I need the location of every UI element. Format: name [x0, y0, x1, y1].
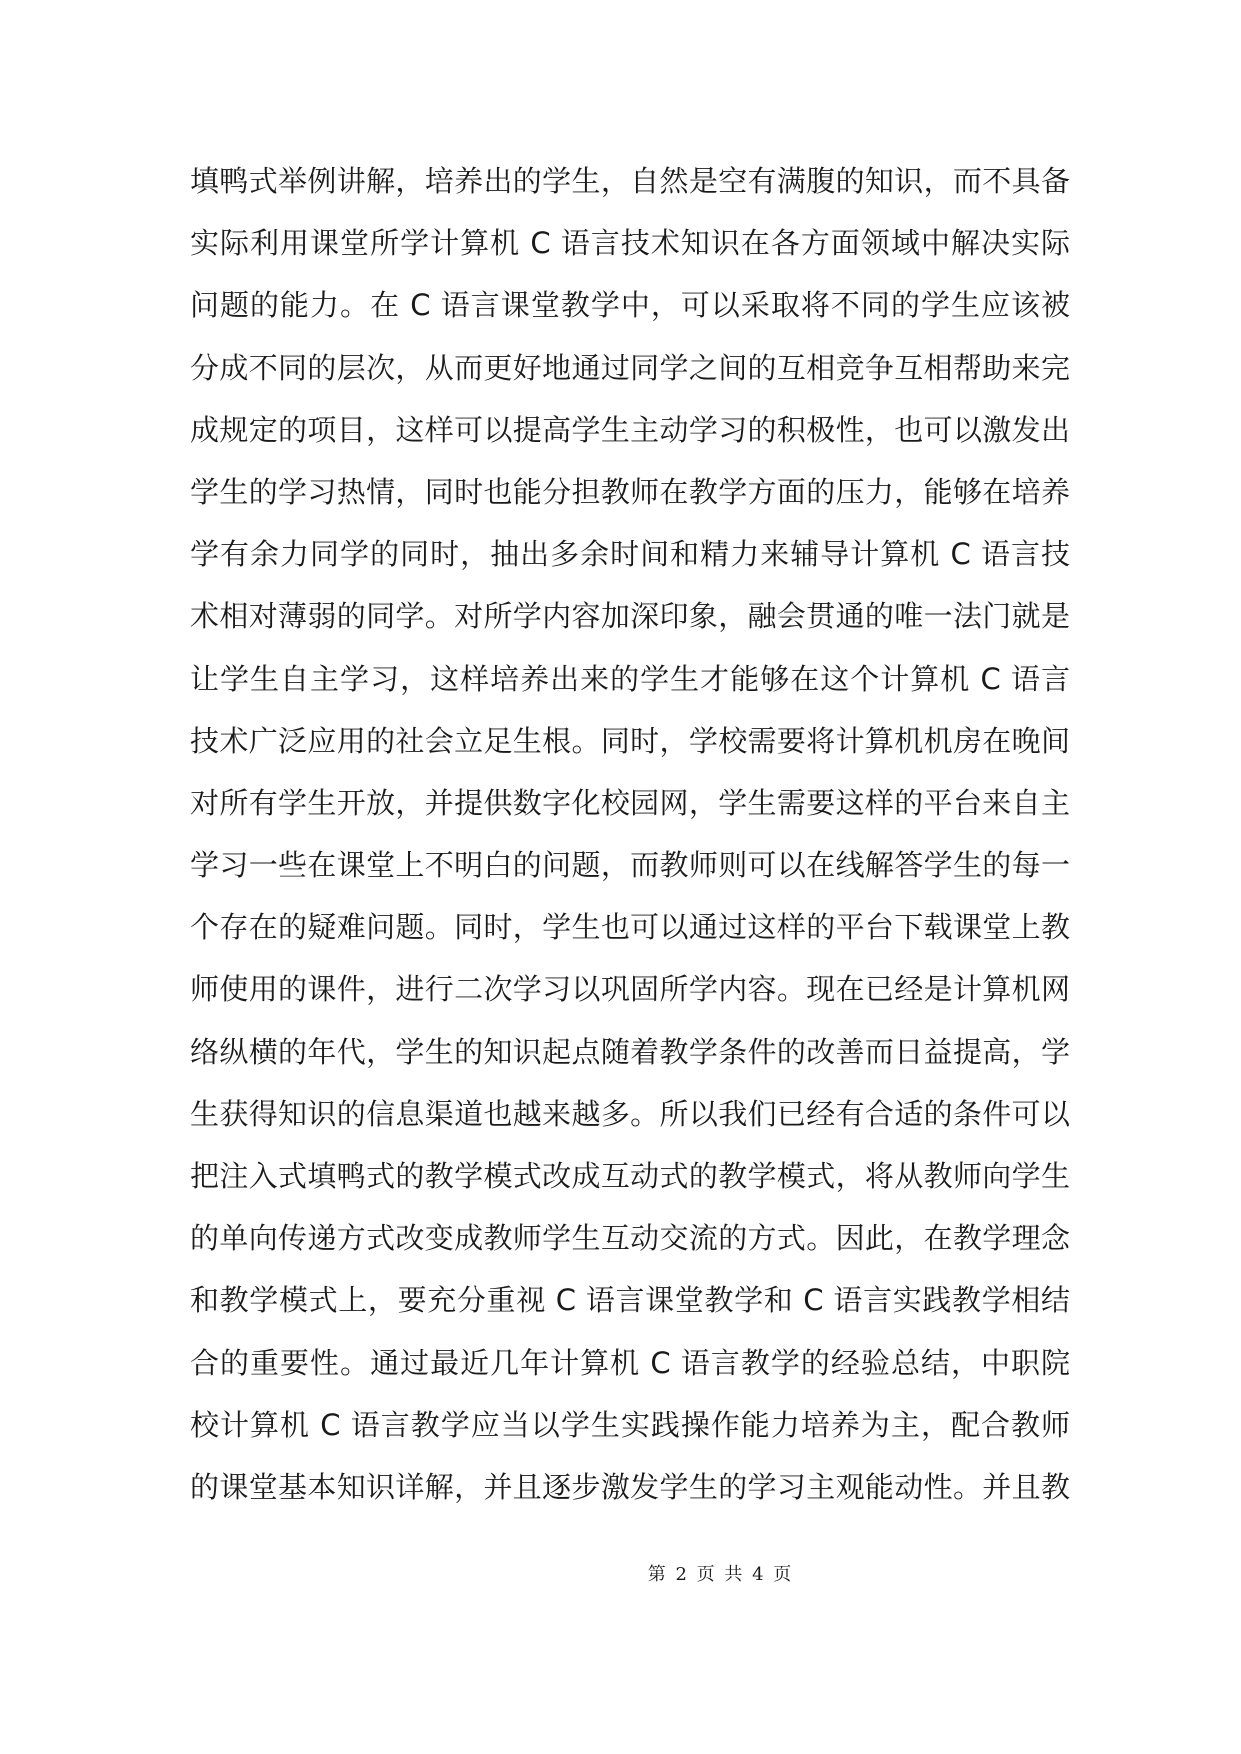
- text-line: 学有余力同学的同时，抽出多余时间和精力来辅导计算机 C 语言技: [190, 537, 1070, 572]
- text-line: 分成不同的层次，从而更好地通过同学之间的互相竞争互相帮助来完: [190, 350, 1070, 385]
- text-line: 络纵横的年代，学生的知识起点随着教学条件的改善而日益提高，学: [190, 1034, 1070, 1069]
- text-line: 和教学模式上，要充分重视 C 语言课堂教学和 C 语言实践教学相结: [190, 1283, 1070, 1318]
- text-line: 成规定的项目，这样可以提高学生主动学习的积极性，也可以激发出: [190, 412, 1070, 447]
- page-footer: [0, 1563, 1241, 1587]
- text-line: 师使用的课件，进行二次学习以巩固所学内容。现在已经是计算机网: [190, 972, 1070, 1007]
- text-line: 填鸭式举例讲解，培养出的学生，自然是空有满腹的知识，而不具备: [190, 164, 1070, 198]
- text-line: 技术广泛应用的社会立足生根。同时，学校需要将计算机机房在晚间: [190, 723, 1070, 758]
- text-line: 学习一些在课堂上不明白的问题，而教师则可以在线解答学生的每一: [190, 848, 1070, 883]
- text-line: 让学生自主学习，这样培养出来的学生才能够在这个计算机 C 语言: [190, 661, 1070, 696]
- text-line: 问题的能力。在 C 语言课堂教学中，可以采取将不同的学生应该被: [190, 288, 1070, 323]
- text-line: 的单向传递方式改变成教师学生互动交流的方式。因此，在教学理念: [190, 1221, 1070, 1256]
- text-line: 术相对薄弱的同学。对所学内容加深印象，融会贯通的唯一法门就是: [190, 599, 1070, 634]
- text-line: 校计算机 C 语言教学应当以学生实践操作能力培养为主，配合教师: [190, 1407, 1070, 1442]
- body-paragraph: [190, 150, 1070, 1518]
- text-line: 合的重要性。通过最近几年计算机 C 语言教学的经验总结，中职院: [190, 1345, 1070, 1380]
- text-line: 生获得知识的信息渠道也越来越多。所以我们已经有合适的条件可以: [190, 1096, 1070, 1131]
- text-line: 实际利用课堂所学计算机 C 语言技术知识在各方面领域中解决实际: [190, 226, 1070, 261]
- text-line: 把注入式填鸭式的教学模式改成互动式的教学模式，将从教师向学生: [190, 1159, 1070, 1193]
- text-line: 个存在的疑难问题。同时，学生也可以通过这样的平台下载课堂上教: [190, 910, 1070, 945]
- text-line: 对所有学生开放，并提供数字化校园网，学生需要这样的平台来自主: [190, 785, 1070, 820]
- text-line: 学生的学习热情，同时也能分担教师在教学方面的压力，能够在培养: [190, 474, 1070, 509]
- text-line: 的课堂基本知识详解，并且逐步激发学生的学习主观能动性。并且教: [190, 1469, 1070, 1504]
- page-number: 第 2 页 共 4 页: [647, 1564, 794, 1585]
